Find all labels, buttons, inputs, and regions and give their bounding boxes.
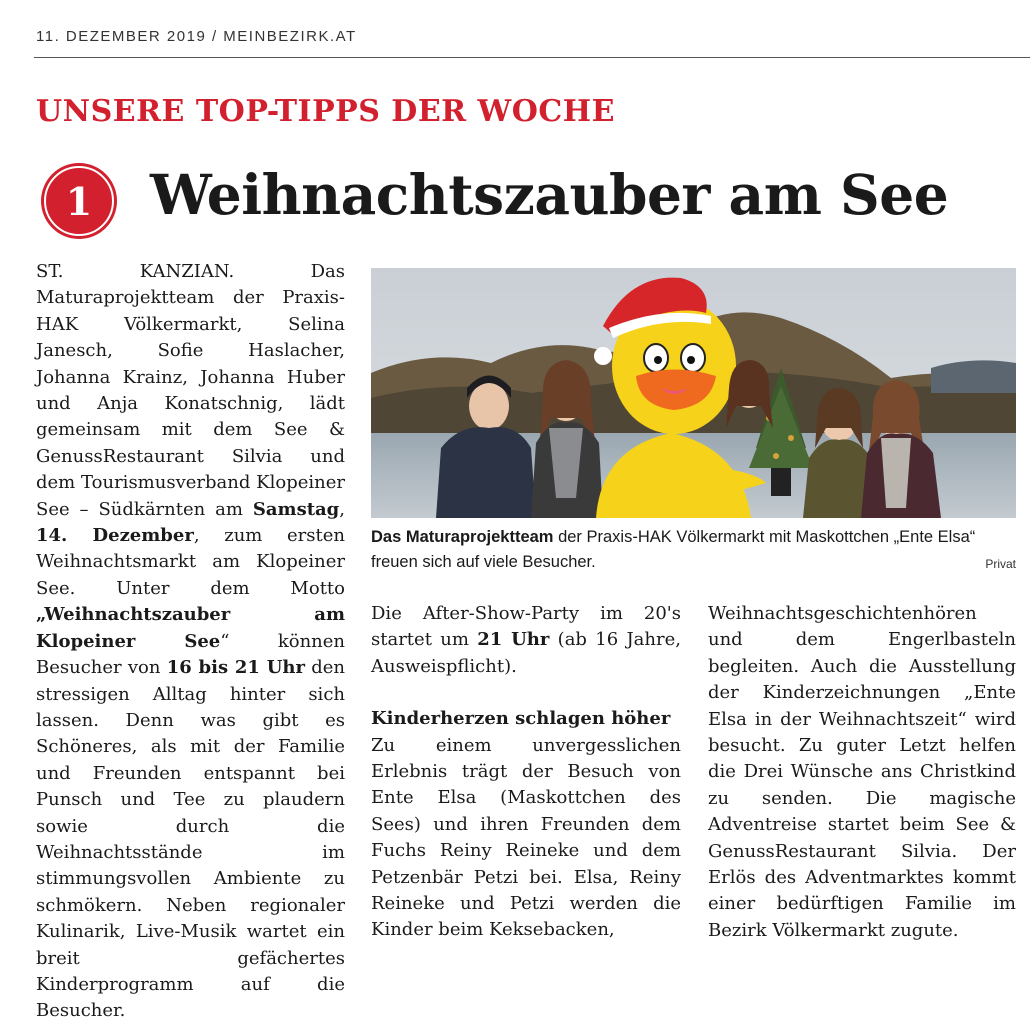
photo-caption bbox=[371, 525, 1016, 575]
header-rule bbox=[34, 57, 1030, 58]
article-column-1 bbox=[36, 259, 345, 1025]
caption-text: der Praxis-HAK Völkermarkt mit Maskottchen „Ente Elsa“ freuen sich auf viele Besucher. bbox=[371, 528, 976, 571]
bold-run: 21 Uhr bbox=[477, 629, 550, 651]
column-3-paragraph: Weihnachtsgeschichtenhören und dem Engerlbasteln begleiten. Auch die Ausstellung der Kinderzeichnungen „Ente Elsa in der Weihnachtszeit“ wird besucht. Zu guter Letzt helfen die Drei Wünsche ans Christkind zu senden. Die magische Adventreise startet beim See & GenussRestaurant Silvia. Der Erlös des Adventmarktes kommt einer bedürftigen Familie im Bezirk Völkermarkt zugute. bbox=[708, 603, 1016, 941]
text-run: Die After-Show-Party im 20's startet um bbox=[371, 603, 681, 651]
photo-credit: Privat bbox=[985, 557, 1016, 571]
number-badge bbox=[41, 163, 117, 239]
subheading: Kinderherzen schlagen höher bbox=[371, 708, 671, 730]
caption-bold: Das Maturaprojektteam bbox=[371, 528, 554, 546]
bold-run: 16 bis 21 Uhr bbox=[166, 657, 305, 679]
text-run: , bbox=[339, 498, 345, 520]
number-badge-label: 1 bbox=[44, 166, 114, 236]
bold-run: „Weihnachtszauber am Klopeiner See bbox=[36, 604, 345, 652]
column-2-paragraph bbox=[371, 601, 681, 680]
headline: Weihnachtszauber am See bbox=[150, 162, 949, 227]
article-column-3 bbox=[708, 601, 1016, 944]
text-run: den stressigen Alltag hinter sich lassen. Denn was gibt es Schöneres, als mit der Familie und Freunden entspannt bei Punsch und Tee zu plaudern sowie durch die Weihnachtsstände im stimmungsvollen Ambiente zu schmökern. Neben regionaler Kulinarik, Live-Musik wartet ein breit gefächertes Kinderprogramm auf die Besucher. bbox=[36, 657, 345, 1022]
bold-run: 14. Dezember bbox=[36, 525, 194, 547]
text-run: (ab 16 Jahre, Ausweispflicht). bbox=[371, 629, 681, 677]
dateline: 11. DEZEMBER 2019 / MEINBEZIRK.AT bbox=[36, 28, 357, 45]
article-column-2 bbox=[371, 601, 681, 944]
article-photo bbox=[371, 268, 1016, 518]
column-1-paragraph bbox=[36, 259, 345, 1025]
text-run: , zum ersten Weihnachtsmarkt am Klopeiner See. Unter dem Motto bbox=[36, 525, 345, 599]
text-run: ST. KANZIAN. Das Maturaprojektteam der Praxis-HAK Völkermarkt, Selina Janesch, Sofie Haslacher, Johanna Krainz, Johanna Huber und Anja Konatschnig, lädt gemeinsam mit dem See & GenussRestaurant Silvia und dem Tourismusverband Klopeiner See – Südkärnten am bbox=[36, 261, 345, 520]
column-2-paragraph-2: Zu einem unvergesslichen Erlebnis trägt der Besuch von Ente Elsa (Maskottchen des Sees) und ihren Freunden dem Fuchs Reiny Reineke und dem Petzenbär Petzi bei. Elsa, Reiny Reineke und Petzi werden die Kinder beim Keksebacken, bbox=[371, 734, 681, 941]
text-run: “ können Besucher von bbox=[36, 630, 345, 679]
photo-illustration bbox=[371, 268, 1016, 518]
bold-run: Samstag bbox=[252, 498, 340, 520]
section-title: UNSERE TOP-TIPPS DER WOCHE bbox=[36, 94, 615, 129]
